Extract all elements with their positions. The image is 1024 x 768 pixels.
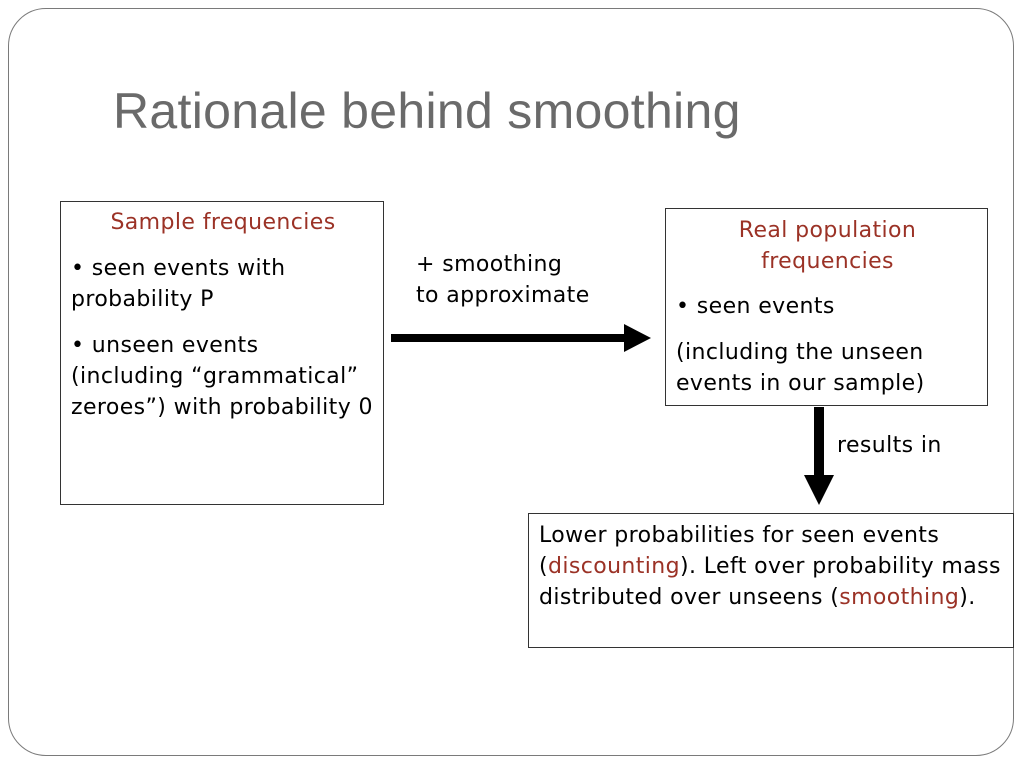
results-in-label: results in bbox=[837, 433, 942, 458]
discounting-term: discounting bbox=[547, 554, 681, 579]
smoothing-label-line-2: to approximate bbox=[416, 283, 590, 308]
slide-title: Rationale behind smoothing bbox=[113, 83, 741, 139]
result-text-part-1: Lower probabilities for seen events ( bbox=[539, 523, 940, 579]
smoothing-term: smoothing bbox=[839, 585, 960, 610]
unseen-events-bullet: • unseen events (including “grammatical” zeroes”) with probability 0 bbox=[71, 333, 373, 420]
seen-events-bullet: • seen events with probability P bbox=[71, 256, 286, 312]
real-seen-events-bullet: • seen events bbox=[676, 294, 835, 319]
real-population-heading: Real population frequencies bbox=[738, 218, 917, 274]
sample-frequencies-heading: Sample frequencies bbox=[110, 210, 336, 235]
real-unseen-note: (including the unseen events in our sample) bbox=[676, 340, 925, 396]
down-arrow bbox=[804, 407, 834, 505]
right-arrow bbox=[391, 324, 651, 352]
result-text-part-2: ). Left over probability mass distributed over unseens ( bbox=[539, 554, 1001, 610]
result-text-part-3: ). bbox=[959, 585, 976, 610]
smoothing-label-line-1: + smoothing bbox=[416, 252, 563, 277]
